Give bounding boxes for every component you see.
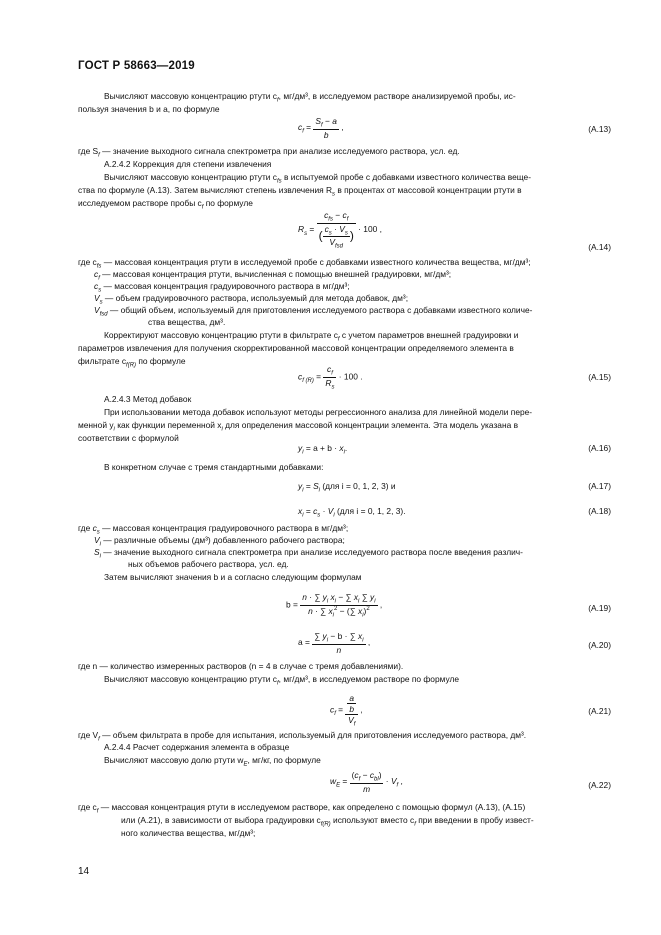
section-heading: А.2.4.3 Метод добавок	[104, 394, 192, 404]
paragraph-line: фильтрате $c_{f(R)}$ по формуле	[78, 356, 186, 369]
paragraph-line: Вычисляют массовую долю ртути $w_E$, мг/кг, по формуле	[104, 755, 321, 768]
where-line: где n — количество измеренных растворов (n = 4 в случае с тремя добавлениями).	[78, 661, 404, 671]
where-line: где $c_{fs}$ — массовая концентрация ртути в исследуемой пробе с добавками известного количества вещества, мг/дм³;	[78, 257, 531, 270]
paragraph-line: Вычисляют массовую концентрацию ртути $c_{fs}$ в испытуемой пробе с добавками известного количества веще-	[104, 172, 532, 185]
equation-number: (А.21)	[588, 706, 611, 716]
equation-number: (А.18)	[588, 506, 611, 516]
paragraph-line: Корректируют массовую концентрацию ртути в фильтрате $c_f$ с учетом параметров внешней градуировки и	[104, 330, 519, 343]
paragraph-line: параметров извлечения для получения скорректированной массовой концентрации определяемого элемента в	[78, 343, 514, 353]
equation-number: (А.22)	[588, 780, 611, 790]
paragraph-line: В конкретном случае с тремя стандартными добавками:	[104, 462, 324, 472]
equation-number: (А.13)	[588, 124, 611, 134]
page-number: 14	[78, 866, 90, 877]
paragraph-line: исследуемом растворе пробы $c_f$ по формуле	[78, 198, 253, 211]
paragraph-line: менной $y_i$ как функции переменной $x_i$ для определения массовой концентрации элемента. Эта модель указана в	[78, 420, 519, 433]
where-line: $V_i$ — различные объемы (дм³) добавленного рабочего раствора;	[94, 535, 345, 548]
where-line: где $c_s$ — массовая концентрация градуировочного раствора в мг/дм³;	[78, 523, 349, 536]
formula-a20: a = $\frac{\sum y_i - b \cdot \sum x_i}{n}$ ,	[298, 631, 371, 655]
where-line: ства вещества, дм³.	[148, 317, 226, 327]
equation-number: (А.20)	[588, 640, 611, 650]
formula-a14: $R_s$ = $c_{fs} - c_f$ ( $\frac{c_s \cdot V_s}{V_{fsd}}$ ) · 100 ,	[298, 210, 382, 251]
formula-a16-body: $y_i = a + b \cdot x_i$.	[298, 443, 348, 456]
paragraph-line: пользуя значения b и a, по формуле	[78, 104, 220, 114]
where-line: где $V_f$ — объем фильтрата в пробе для испытания, используемый для приготовления исследуемого раствора, дм³.	[78, 730, 527, 743]
where-line: ного количества вещества, мг/дм³;	[121, 828, 256, 838]
section-heading: А.2.4.2 Коррекция для степени извлечения	[104, 159, 272, 169]
formula-a18: $x_i = c_s \cdot V_i$ (для i = 0, 1, 2, 3).	[298, 506, 406, 519]
where-line: $c_f$ — массовая концентрация ртути, вычисленная с помощью внешней градуировки, мг/дм³;	[94, 269, 452, 282]
formula-a19: b = $\frac{n \cdot \sum y_i x_i - \sum x_i \sum y_i}{n \cdot \sum x_i^2 - (\sum x_i)^2}$ ,	[286, 592, 383, 619]
formula-a21: $c_f$ = $\frac{\frac{a}{b}}{V_f}$ ,	[330, 693, 363, 728]
formula-a17: $y_i = S_i$ (для i = 0, 1, 2, 3) и	[298, 481, 396, 494]
paragraph-line: Вычисляют массовую концентрацию ртути $c_f$, мг/дм³, в исследуемом растворе по формуле	[104, 674, 459, 687]
equation-number: (А.14)	[588, 242, 611, 252]
section-heading: А.2.4.4 Расчет содержания элемента в образце	[104, 742, 290, 752]
where-line: ных объемов рабочего раствора, усл. ед.	[128, 559, 289, 569]
paragraph-line: Вычисляют массовую концентрацию ртути $c_f$, мг/дм³, в исследуемом растворе анализируемой пробы, ис-	[104, 91, 516, 104]
formula-a15-body: $c_{f (R)}$ = $\frac{c_f}{R_s}$ · 100 .	[298, 364, 363, 391]
paragraph-line: Затем вычисляют значения b и a согласно следующим формулам	[104, 572, 362, 582]
formula-a22: $w_E$ = $\frac{(c_f - c_{bl})}{m}$ · $V_f$ ,	[330, 770, 403, 794]
where-line: где $S_f$ — значение выходного сигнала спектрометра при анализе исследуемого раствора, усл. ед.	[78, 146, 460, 159]
where-line: или (А.21), в зависимости от выбора градуировки $c_{f(R)}$ используют вместо $c_f$ при введении в пробу извест-	[121, 815, 534, 828]
where-line: $V_s$ — объем градуировочного раствора, используемый для метода добавок, дм³;	[94, 293, 409, 306]
formula-a13: $c_f$ = $\frac{S_f - a}{b}$ ,	[298, 116, 344, 140]
equation-number: (А.16)	[588, 443, 611, 453]
equation-number: (А.15)	[588, 372, 611, 382]
where-line: $S_i$ — значение выходного сигнала спектрометра при анализе исследуемого раствора после введения различ-	[94, 547, 523, 560]
paragraph-line: соответствии с формулой	[78, 433, 179, 443]
where-line: где $c_f$ — массовая концентрация ртути в исследуемом растворе, как определено с помощью формул (А.13), (А.15)	[78, 802, 526, 815]
equation-number: (А.19)	[588, 603, 611, 613]
standard-header: ГОСТ Р 58663—2019	[78, 60, 195, 72]
where-line: $V_{fsd}$ — общий объем, используемый для приготовления исследуемого раствора с добавками известного количе-	[94, 305, 533, 318]
paragraph-line: При использовании метода добавок используют методы регрессионного анализа для линейной модели пере-	[104, 407, 533, 417]
paragraph-line: ства по формуле (А.13). Затем вычисляют степень извлечения $R_s$ в процентах от массовой концентрации ртути в	[78, 185, 522, 198]
equation-number: (А.17)	[588, 481, 611, 491]
where-line: $c_s$ — массовая концентрация градуировочного раствора в мг/дм³;	[94, 281, 350, 294]
